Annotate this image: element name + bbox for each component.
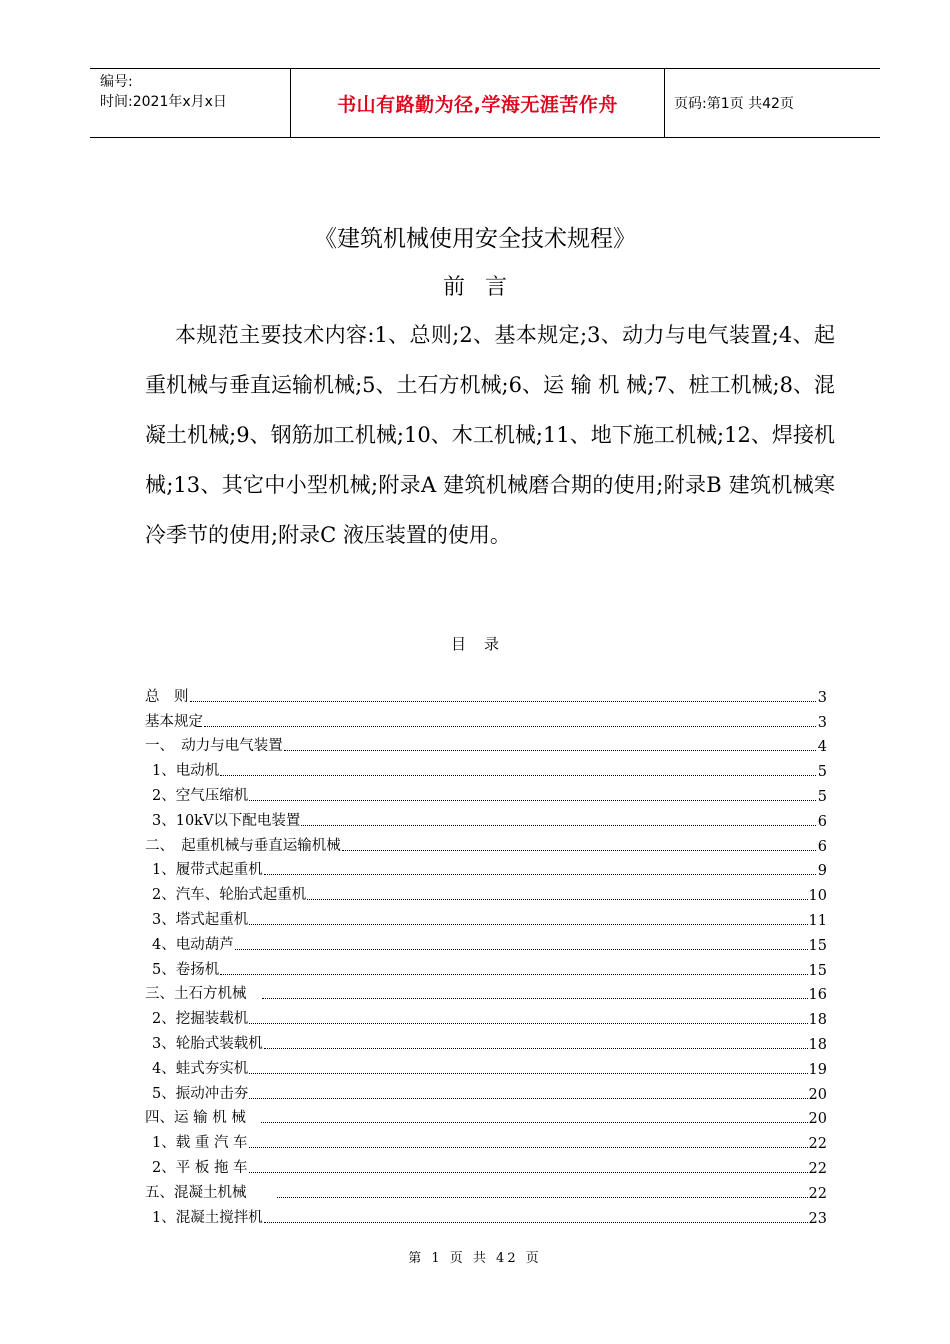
toc-entry-page: 11: [808, 912, 827, 929]
toc-leader-dots: [190, 700, 817, 702]
toc-entry[interactable]: [145, 1152, 827, 1177]
time-label: 时间:2021年x月x日: [100, 94, 227, 110]
toc-entry-page: 18: [808, 1012, 827, 1029]
toc-entry-page: 22: [808, 1136, 827, 1153]
toc-leader-dots: [264, 873, 816, 875]
toc-entry-page: 6: [817, 813, 827, 830]
toc-entry-label: 2、汽车、轮胎式起重机: [152, 887, 307, 904]
toc-leader-dots: [284, 749, 816, 751]
toc-entry-label: 5、振动冲击夯: [152, 1085, 249, 1102]
toc-entry-label: 一、 动力与电气装置: [145, 738, 283, 755]
toc-entry-label: 1、电动机: [152, 763, 220, 780]
preface-heading: 前言: [442, 275, 527, 300]
toc-entry-page: 15: [808, 962, 827, 979]
toc-leader-dots: [249, 1146, 808, 1148]
toc-entry-label: 4、蛙式夯实机: [152, 1060, 249, 1077]
toc-entry[interactable]: [145, 1127, 827, 1152]
toc-entry[interactable]: [145, 780, 827, 805]
page-info: 页码:第1页 共42页: [674, 96, 794, 112]
toc-entry[interactable]: [145, 805, 827, 830]
toc-leader-dots: [249, 923, 807, 925]
toc-entry[interactable]: [145, 1103, 827, 1128]
header-motto-cell: [290, 69, 665, 137]
toc-entry-page: 22: [808, 1160, 827, 1177]
toc-entry-page: 9: [817, 863, 827, 880]
toc-entry-page: 3: [817, 689, 827, 706]
toc-entry-page: 5: [817, 788, 827, 805]
toc-entry-page: 15: [808, 937, 827, 954]
toc-leader-dots: [264, 1221, 808, 1223]
toc-entry-label: 五、混凝土机械: [145, 1184, 276, 1201]
toc-leader-dots: [249, 1171, 808, 1173]
toc-entry-page: 16: [808, 987, 827, 1004]
toc-entry[interactable]: [145, 979, 827, 1004]
toc-entry-label: 2、平 板 拖 车: [152, 1159, 248, 1176]
toc-entry-page: 22: [808, 1185, 827, 1202]
toc-entry-label: 1、载 重 汽 车: [152, 1135, 248, 1152]
toc-entry[interactable]: [145, 1053, 827, 1078]
toc-entry[interactable]: [145, 879, 827, 904]
toc-entry-page: 18: [808, 1036, 827, 1053]
number-label: 编号:: [100, 74, 133, 90]
document-title: 《建筑机械使用安全技术规程》: [314, 226, 636, 252]
toc-entry-label: 2、空气压缩机: [152, 787, 249, 804]
toc-entry-label: 5、卷扬机: [152, 961, 220, 978]
toc-leader-dots: [220, 774, 816, 776]
toc-entry-page: 19: [808, 1061, 827, 1078]
toc-entry-label: 1、履带式起重机: [152, 862, 263, 879]
toc-entry[interactable]: [145, 681, 827, 706]
toc-leader-dots: [261, 1121, 807, 1123]
toc-entry-label: 二、 起重机械与垂直运输机械: [145, 837, 341, 854]
toc-leader-dots: [301, 824, 816, 826]
toc-entry[interactable]: [145, 706, 827, 731]
toc-entry-label: 3、10kV以下配电装置: [152, 812, 301, 829]
motto-text: 书山有路勤为径,学海无涯苦作舟: [337, 93, 618, 116]
toc-leader-dots: [204, 725, 816, 727]
toc-entry-page: 6: [817, 838, 827, 855]
toc-leader-dots: [277, 1196, 808, 1198]
toc-entry[interactable]: [145, 1078, 827, 1103]
toc-entry-label: 基本规定: [145, 713, 203, 730]
toc-entry-label: 3、轮胎式装载机: [152, 1035, 263, 1052]
page-footer: 第 1 页 共 42 页: [408, 1251, 542, 1266]
toc-leader-dots: [249, 1097, 807, 1099]
header-table: [90, 68, 880, 138]
toc-entry[interactable]: [145, 1177, 827, 1202]
toc-entry-page: 4: [817, 739, 827, 756]
toc-entry-label: 三、土石方机械: [145, 986, 261, 1003]
toc-leader-dots: [262, 997, 808, 999]
header-page-cell: [664, 69, 880, 137]
toc-entry-label: 1、混凝土搅拌机: [152, 1209, 263, 1226]
toc-leader-dots: [249, 799, 816, 801]
toc-heading: 目录: [450, 635, 517, 653]
toc-entry[interactable]: [145, 1003, 827, 1028]
toc-entry-page: 20: [808, 1111, 827, 1128]
toc-entry-label: 2、挖掘装载机: [152, 1011, 249, 1028]
toc-entry[interactable]: [145, 929, 827, 954]
toc-entry[interactable]: [145, 731, 827, 756]
toc-entry-page: 5: [817, 764, 827, 781]
toc-entry-page: 20: [808, 1086, 827, 1103]
toc-entry[interactable]: [145, 904, 827, 929]
toc-leader-dots: [264, 1047, 808, 1049]
toc-entry-label: 3、塔式起重机: [152, 911, 249, 928]
toc-entry[interactable]: [145, 1202, 827, 1227]
toc-leader-dots: [220, 973, 807, 975]
toc-entry-label: 总 则: [145, 688, 189, 705]
toc-entry-page: 10: [808, 888, 827, 905]
preface-paragraph: 本规范主要技术内容:1、总则;2、基本规定;3、动力与电气装置;4、起重机械与垂直运输机械;5、土石方机械;6、运 输 机 械;7、桩工机械;8、混凝土机械;9、钢筋加工机械;10、木工机械;11、地下施工机械;12、焊接机械;13、其它中小型机械;附录A 建筑机械磨合期的使用;附录B 建筑机械寒冷季节的使用;附录C 液压装置的使用。: [145, 323, 835, 547]
toc-leader-dots: [342, 849, 816, 851]
toc-leader-dots: [249, 1022, 807, 1024]
toc-leader-dots: [307, 898, 807, 900]
toc-entry-page: 3: [817, 714, 827, 731]
table-of-contents: [145, 681, 827, 1227]
toc-entry[interactable]: [145, 755, 827, 780]
toc-entry-label: 四、运 输 机 械: [145, 1110, 261, 1127]
toc-entry[interactable]: [145, 830, 827, 855]
toc-entry[interactable]: [145, 1028, 827, 1053]
toc-leader-dots: [249, 1072, 807, 1074]
toc-entry[interactable]: [145, 954, 827, 979]
toc-leader-dots: [235, 948, 808, 950]
toc-entry-page: 23: [808, 1210, 827, 1227]
toc-entry-label: 4、电动葫芦: [152, 936, 234, 953]
toc-entry[interactable]: [145, 855, 827, 880]
header-left-cell: [90, 69, 290, 137]
